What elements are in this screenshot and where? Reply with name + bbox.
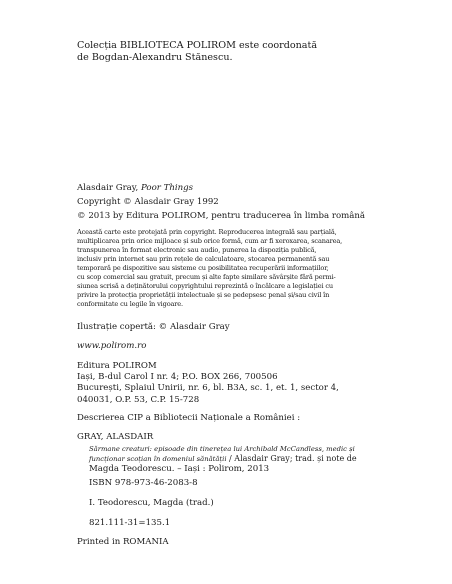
printed-in: Printed in ROMANIA (77, 537, 169, 547)
cip-title-line-2 (89, 454, 389, 464)
cip-translator: I. Teodorescu, Magda (trad.) (89, 498, 214, 508)
publisher-address-3: 040031, O.P. 53, C.P. 15-728 (77, 394, 200, 405)
publisher-address-2: București, Splaiul Unirii, nr. 6, bl. B3A, sc. 1, et. 1, sector 4, (77, 383, 339, 394)
cip-udc: 821.111-31=135.1 (89, 518, 171, 528)
cip-title-block (77, 445, 389, 475)
original-author: Alasdair Gray, (77, 183, 141, 193)
cip-title-line-3: Magda Teodorescu. – Iași : Polirom, 2013 (89, 464, 270, 474)
publisher-name: Editura POLIROM (77, 361, 157, 371)
legal-notice-line: privire la protecția proprietății intelectuale și se pedepsesc penal și/sau civil în (77, 291, 330, 299)
legal-notice (77, 228, 377, 309)
copyright-original: Copyright © Alasdair Gray 1992 (77, 197, 219, 208)
original-title: Poor Things (140, 183, 194, 193)
cip-title-line-2-italic: funcționar scoțian în domeniul sănătății (89, 455, 227, 463)
series-note-line-2: de Bogdan-Alexandru Stănescu. (77, 52, 233, 63)
original-edition (77, 183, 377, 223)
website: www.polirom.ro (77, 341, 147, 351)
legal-notice-line: cu scop comercial sau gratuit, precum și alte fapte similare săvârșite fără permi- (77, 273, 336, 281)
cip-title-line-2-rest: / Alasdair Gray; trad. și note de (226, 454, 357, 463)
original-title-line (77, 183, 377, 194)
legal-notice-line: multiplicarea prin orice mijloace și sub orice formă, cum ar fi xeroxarea, scanarea, (77, 237, 343, 245)
cip-author: GRAY, ALASDAIR (77, 432, 154, 442)
cip-heading: Descrierea CIP a Bibliotecii Naționale a României : (77, 413, 301, 423)
cover-credit: Ilustrație copertă: © Alasdair Gray (77, 322, 230, 332)
cip-title-line-1: Sărmane creaturi: episoade din tinerețea lui Archibald McCandless, medic și (89, 445, 355, 453)
series-note-line-1: Colecția BIBLIOTECA POLIROM este coordonată (77, 40, 318, 51)
legal-notice-line: inclusiv prin internet sau prin rețele de calculatoare, stocarea permanentă sau (77, 255, 330, 263)
copyright-translation: © 2013 by Editura POLIROM, pentru traducerea în limba română (77, 211, 366, 222)
publisher-block (77, 361, 377, 406)
publisher-address-1: Iași, B-dul Carol I nr. 4; P.O. BOX 266, 700506 (77, 372, 278, 383)
legal-notice-line: temporară pe dispozitive sau sisteme cu posibilitatea recuperării informațiilor, (77, 264, 329, 272)
cip-isbn: ISBN 978-973-46-2083-8 (89, 478, 198, 488)
legal-notice-line: Această carte este protejată prin copyright. Reproducerea integrală sau parțială, (77, 228, 337, 236)
legal-notice-line: transpunerea în format electronic sau audio, punerea la dispoziția publică, (77, 246, 317, 254)
series-note (77, 40, 377, 64)
legal-notice-line: conformitate cu legile în vigoare. (77, 300, 184, 308)
legal-notice-line: siunea scrisă a deținătorului copyrightului reprezintă o încălcare a legislației cu (77, 282, 334, 290)
